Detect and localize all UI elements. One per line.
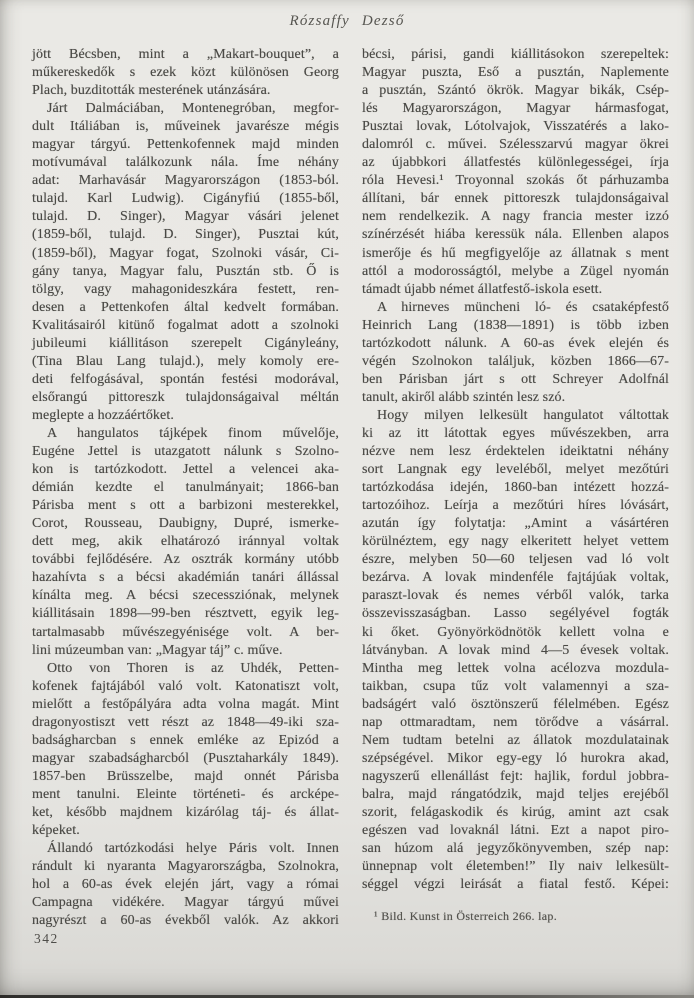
text-line: támadt újabb német állatfestő-iskola esett. xyxy=(362,281,603,297)
text-line: a pusztán, Szántó ökrök. Magyar bikák, Csép- xyxy=(362,83,669,99)
text-line: szépségével. Mikor egy-egy ló hurokra akad, xyxy=(362,750,669,766)
text-line: Nem tudtam betelni az állatok mozdulatainak xyxy=(362,732,669,748)
right-column-paragraph xyxy=(362,46,669,299)
text-line: badságért való ösztönszerű félelmében. Egész xyxy=(362,696,669,712)
text-line: motívumával találkozunk nála. Íme néhány xyxy=(32,155,339,171)
text-line: Heinrich Lang (1838—1891) is több izben xyxy=(362,317,669,333)
text-line: bécsi, párisi, gandi kiállitásokon szerepeltek: xyxy=(362,47,669,62)
text-line: körülnéztem, egy nagy elkeritett helyet vettem xyxy=(362,534,669,550)
text-line: Mintha meg lettek volna acélozva mozdula- xyxy=(362,660,669,676)
text-line: dalomról c. művei. Szélesszarvú magyar ökrei xyxy=(362,137,669,153)
text-line: ben Párisban járt s ott Schreyer Adolfnál xyxy=(362,371,669,387)
text-line: deti felfogásával, spontán festési modorával, xyxy=(32,371,339,387)
text-line: ünnepnap volt életemben!” Ily naiv lelkesült- xyxy=(362,859,669,875)
text-line: ment tanulni. Eleinte történeti- és arcképe- xyxy=(32,786,339,802)
left-column-paragraph xyxy=(32,425,339,660)
text-line: tulajd. D. Singer), Magyar vásári jelenet xyxy=(32,209,339,225)
text-line: meglepte a hozzáértőket. xyxy=(32,407,174,423)
text-line: Corot, Rousseau, Daubigny, Dupré, ismerke- xyxy=(32,516,339,532)
text-line: Magyar puszta, Eső a pusztán, Naplemente xyxy=(362,65,669,81)
text-line: további fejlődésére. Az osztrák kormány utóbb xyxy=(32,552,339,568)
text-line: attól a modorosságtól, melybe a Zügel nyomán xyxy=(362,263,669,279)
text-line: szorit, felágaskodik és kirúg, amint azt csak xyxy=(362,804,669,820)
text-line: kínálta meg. A bécsi szecessziónak, melynek xyxy=(32,588,339,604)
text-line: kiállitásain 1898—99-ben résztvett, egyik leg- xyxy=(32,606,339,622)
text-line: jubileumi kiállitáson szerepelt Cigányleány, xyxy=(32,335,339,351)
text-line: tartózkodott nálunk. A 60-as évek elején és xyxy=(362,335,669,351)
text-line: tölgy, vagy mahagonideszkára festett, ren- xyxy=(32,281,339,297)
text-line: elsőrangú pittoreszk tulajdonságaival méltán xyxy=(32,389,339,405)
text-line: Kvalitásairól kitünő fogalmat adott a szolnoki xyxy=(32,317,339,333)
text-line: desen a Pettenkofen által kedvelt formában. xyxy=(32,299,339,315)
text-line: ki az itt látottak egyes művészekben, arra xyxy=(362,425,669,441)
text-line: róla Hevesi.¹ Troyonnal szokás őt párhuzamba xyxy=(362,173,669,189)
text-line: Campagna vidékére. Magyar tárgyú művei xyxy=(32,895,339,911)
text-line: Plach, buzditották mesterének utánzására. xyxy=(32,83,271,99)
text-line: azután így folytatja: „Amint a vásártéren xyxy=(362,516,669,532)
text-line: rándult ki nyaranta Magyarországba, Szolnokra, xyxy=(32,859,339,875)
text-line: hol a 60-as évek elején járt, vagy a római xyxy=(32,877,339,893)
right-column-paragraph xyxy=(362,407,669,894)
text-line: gány tanya, Magyar falu, Pusztán stb. Ő is xyxy=(32,263,339,279)
text-line: színérzését hiába keressük nála. Ellenben alapos xyxy=(362,227,669,243)
text-line: bezárva. A lovak mindenféle fajtájúak voltak, xyxy=(362,570,669,586)
text-line: magyar szabadságharcból (Pusztaharkály 1849). xyxy=(32,750,339,766)
text-line: (Tina Blau Lang tulajd.), mely komoly ere- xyxy=(32,353,339,369)
text-line: lini múzeumban van: „Magyar táj” c. műve. xyxy=(32,642,283,658)
page-number: 342 xyxy=(34,931,59,946)
text-line: dett meg, akik elhatározó iránnyal voltak xyxy=(32,534,339,550)
text-line: Párisba ment s ott a barbizoni mesterekkel, xyxy=(32,498,339,514)
text-line: Járt Dalmáciában, Montenegróban, megfor- xyxy=(47,101,339,117)
left-column-paragraph xyxy=(32,46,339,100)
text-line: Hogy milyen lelkesült hangulatot váltottak xyxy=(377,407,669,423)
left-column-paragraph xyxy=(32,840,339,930)
text-line: dult Itáliában is, műveinek javarésze mégis xyxy=(32,119,339,135)
text-line: adat: Marhavásár Magyarországon (1853-ból. xyxy=(32,173,339,189)
text-line: Állandó tartózkodási helye Páris volt. Innen xyxy=(47,841,339,857)
left-column xyxy=(32,46,339,930)
right-column xyxy=(362,46,669,930)
text-line: jött Bécsben, mint a „Makart-bouquet”, a xyxy=(32,47,339,62)
footnote: ¹ Bild. Kunst in Österreich 266. lap. xyxy=(374,909,558,924)
text-line: végén Szolnokon találjuk, közben 1866—67- xyxy=(362,353,669,369)
text-line: A hirneves müncheni ló- és csataképfestő xyxy=(377,299,669,315)
text-line: képeket. xyxy=(32,823,80,839)
left-column-paragraph xyxy=(32,660,339,840)
text-line: lés Magyarországon, Magyar hármasfogat, xyxy=(362,101,669,117)
text-line: dragonyostiszt vett részt az 1848—49-iki sza- xyxy=(32,714,339,730)
text-line: tulajd. Karl Ludwig). Cigányfiú (1855-ből, xyxy=(32,191,339,207)
text-line: badságharcban s ennek emléke az Epizód a xyxy=(32,732,339,748)
left-column-paragraph xyxy=(32,100,339,425)
text-line: taikban, csupa tűz volt valamennyi a sza- xyxy=(362,678,669,694)
running-header: Rózsaffy Dezső xyxy=(289,13,405,29)
right-column-paragraph xyxy=(362,299,669,407)
text-line: tartozóihoz. Leírja a mezőtúri híres lóvásárt, xyxy=(362,498,669,514)
text-line: kofenek fajtájából való volt. Katonatiszt volt, xyxy=(32,678,339,694)
text-line: sort Langnak egy leveléből, melyet mezőtúri xyxy=(362,462,669,478)
text-line: san húzom alá jegyzőkönyvemben, szép nap: xyxy=(362,841,669,857)
text-line: összevisszaságban. Lasso segélyével fogták xyxy=(362,606,669,622)
text-line: (1859-ből), Magyar fogat, Szolnoki vásár, Ci- xyxy=(32,245,339,261)
text-line: állítani, bár ennek pittoreszk tulajdonságaival xyxy=(362,191,669,207)
text-line: ki őket. Gyönyörködnötök kellett volna e xyxy=(362,624,669,640)
text-line: séggel végzi leirását a fiatal festő. Képei: xyxy=(362,877,669,893)
text-line: tanult, akiről alább szintén lesz szó. xyxy=(362,389,566,405)
text-line: 1857-ben Brüsszelbe, majd onnét Párisba xyxy=(32,768,339,784)
text-columns xyxy=(0,31,694,930)
text-line: (1859-ből, tulajd. D. Singer), Pusztai kút, xyxy=(32,227,339,243)
text-line: Otto von Thoren is az Uhdék, Petten- xyxy=(47,660,339,676)
text-line: ket, később majdnem kizárólag táj- és állat- xyxy=(32,804,339,820)
text-line: ismerője és hű megfigyelője az állatnak s ment xyxy=(362,245,669,261)
text-line: nem rendelkezik. A nagy francia mester izzó xyxy=(362,209,669,225)
text-line: látványban. A lovak mind 4—5 évesek voltak. xyxy=(362,642,669,658)
text-line: Eugéne Jettel is utazgatott nálunk s Szolno- xyxy=(32,444,339,460)
text-line: magyar tárgyú. Pettenkofennek majd minden xyxy=(32,137,339,153)
text-line: balra, majd rángatódzik, majd teljes erejéből xyxy=(362,786,669,802)
text-line: nézve nem lesz érdektelen ideiktatni néhány xyxy=(362,444,669,460)
text-line: nap ottmaradtam, nem törődve a vásárral. xyxy=(362,714,669,730)
text-line: hazahívta s a bécsi akadémián tanári állással xyxy=(32,570,339,586)
text-line: egészen vad lovaknál látni. Ezt a napot piro- xyxy=(362,823,669,839)
text-line: az újabbkori állatfestés különlegességei, írja xyxy=(362,155,669,171)
text-line: észre, melyben 50—60 teljesen vad ló volt xyxy=(362,552,669,568)
text-line: paraszt-lovak és nemes vérből valók, tarka xyxy=(362,588,669,604)
text-line: kon is tartózkodott. Jettel a velencei aka- xyxy=(32,462,339,478)
text-line: nagyszerű ellenállást fejt: hajlik, fordul jobbra- xyxy=(362,768,669,784)
text-line: A hangulatos tájképek finom művelője, xyxy=(47,425,339,441)
text-line: nagyrészt a 60-as évekből valók. Az akkori xyxy=(32,913,339,929)
text-line: tartalmasabb művészegyénisége volt. A ber- xyxy=(32,624,339,640)
text-line: démián kezdte el tanulmányait; 1866-ban xyxy=(32,480,339,496)
text-line: Pusztai lovak, Lótolvajok, Visszatérés a lako- xyxy=(362,119,669,135)
text-line: műkereskedők s ezek közt különösen Georg xyxy=(32,65,339,81)
text-line: tartózkodása idején, 1860-ban intézett hozzá- xyxy=(362,480,669,496)
text-line: mielőtt a festőpályára adta volna magát. Mint xyxy=(32,696,339,712)
